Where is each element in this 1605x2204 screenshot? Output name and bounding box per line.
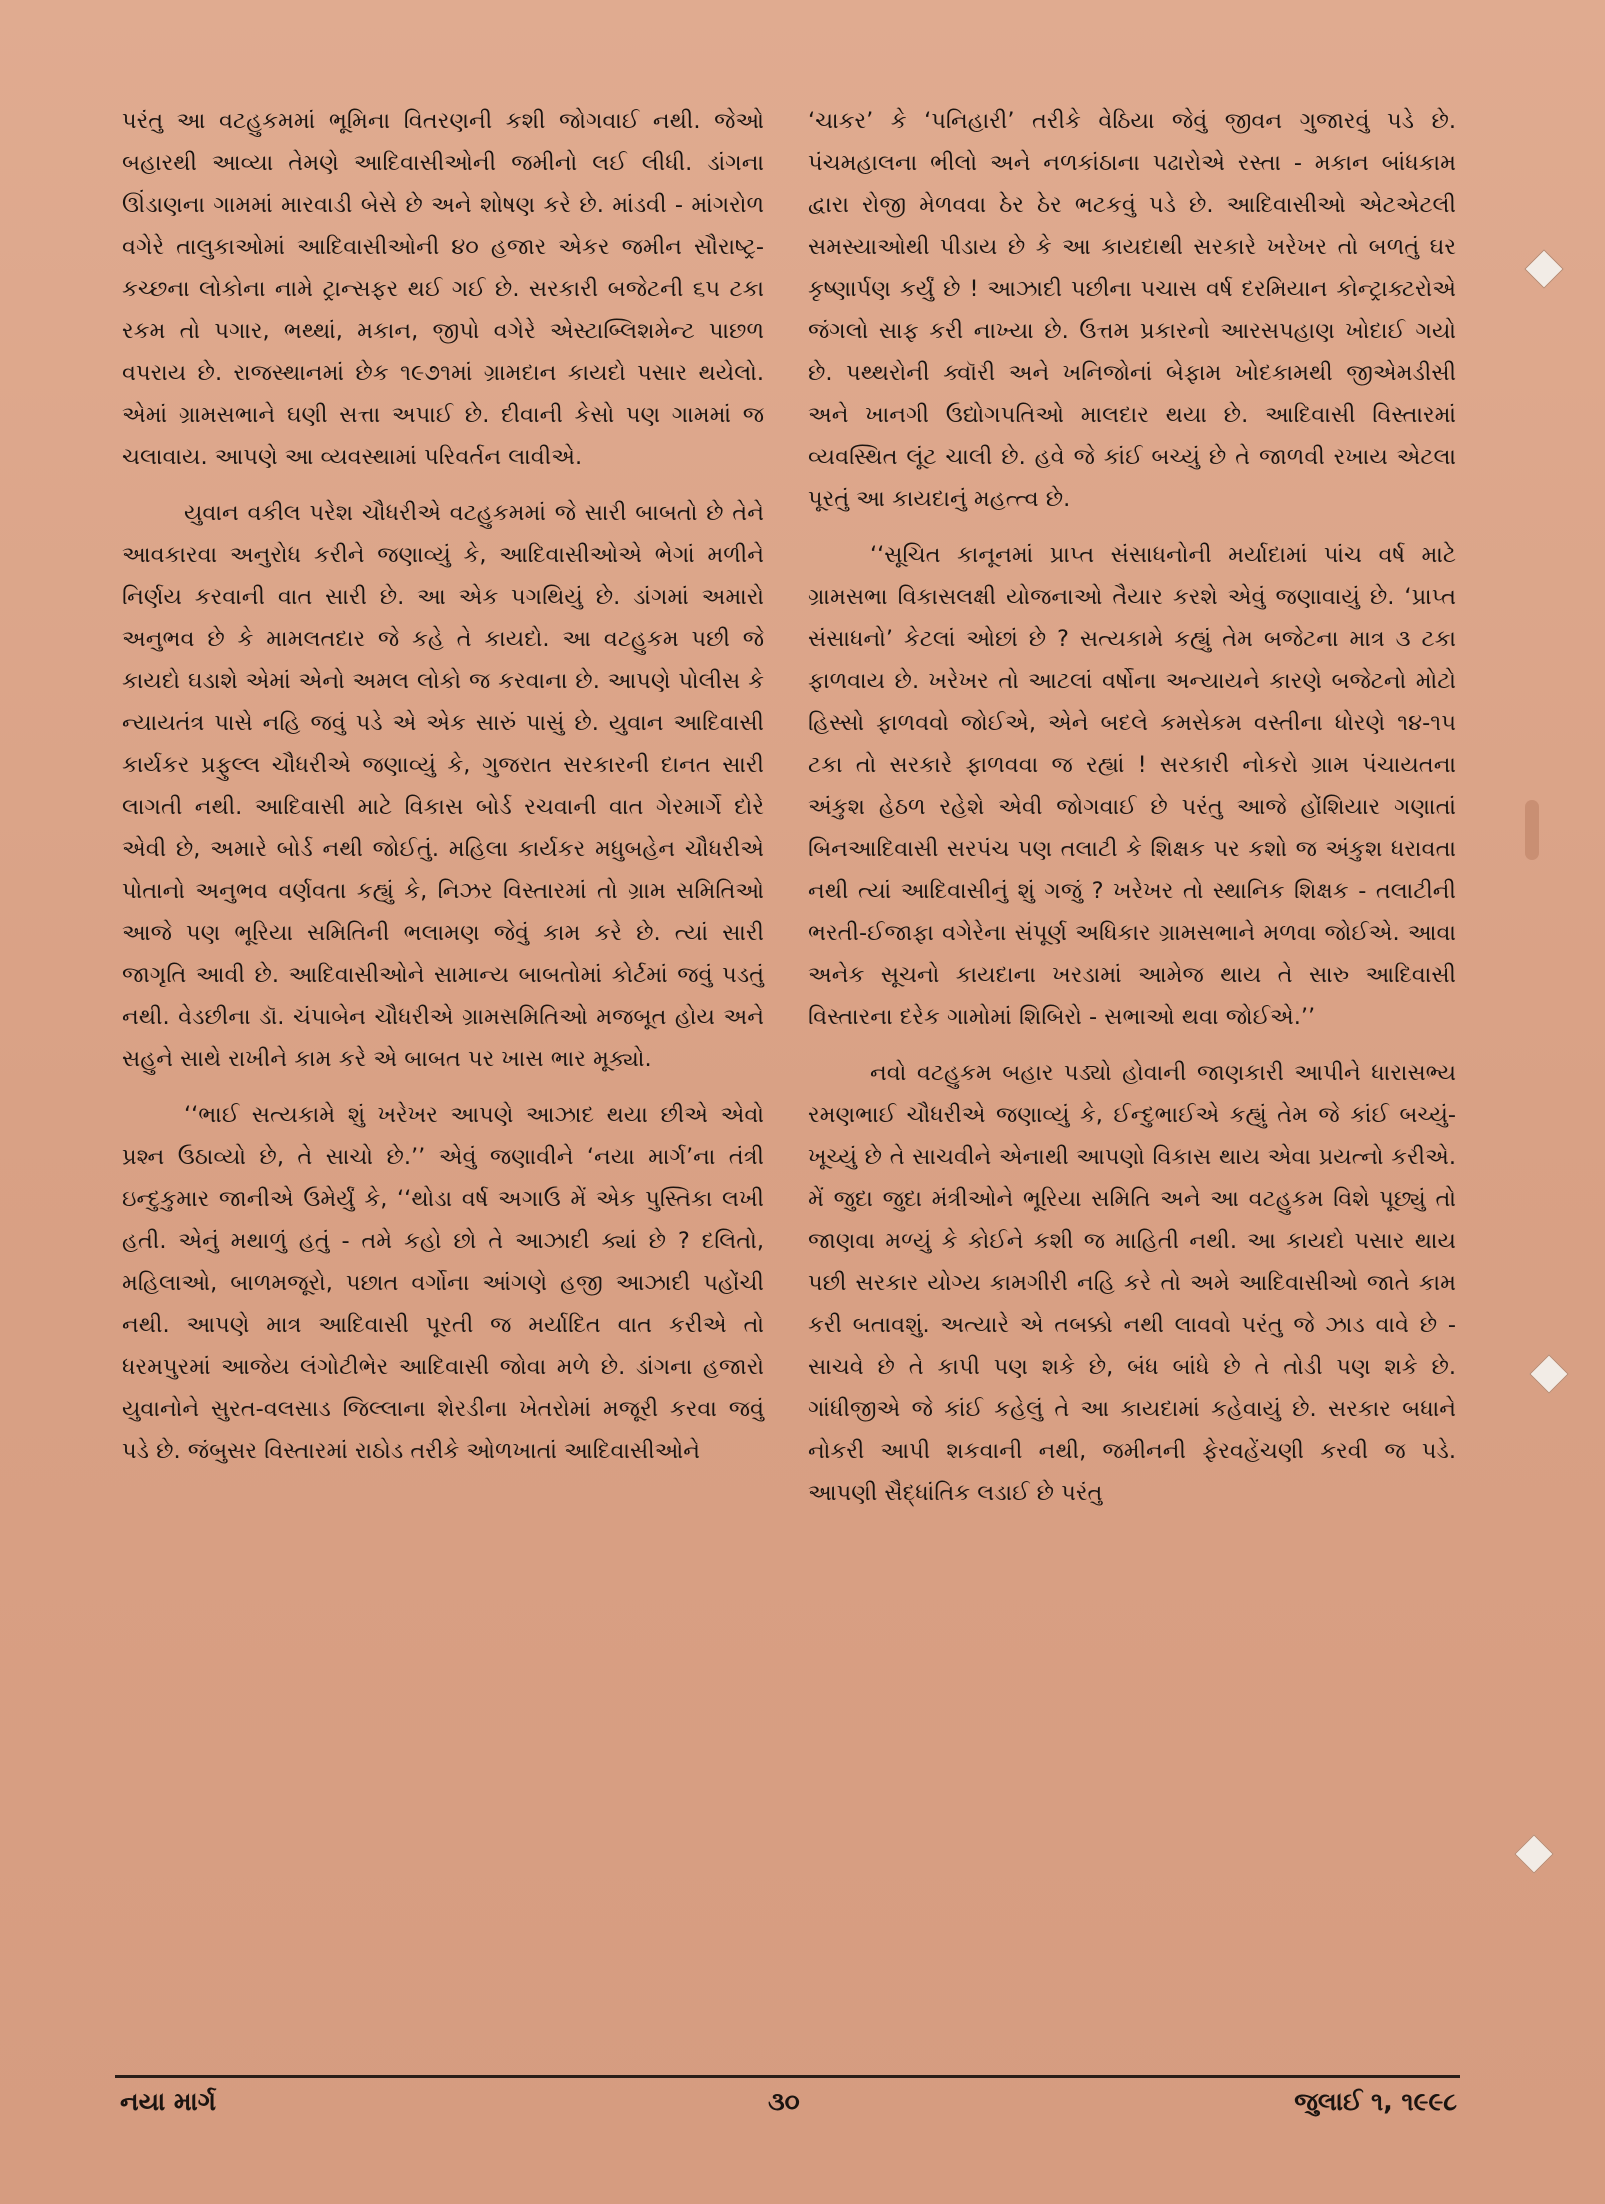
paper-tear-mark bbox=[1529, 1354, 1569, 1394]
paper-tear-mark bbox=[1514, 1834, 1554, 1874]
paragraph: નવો વટહુકમ બહાર પડ્યો હોવાની જાણકારી આપીને ધારાસભ્ય રમણભાઈ ચૌધરીએ જણાવ્યું કે, ઈન્દુભાઈએ કહ્યું તેમ જે કાંઈ બચ્યું-ખૂચ્યું છે તે સાચવીને એનાથી આપણો વિકાસ થાય એવા પ્રયત્નો કરીએ. મેં જુદા જુદા મંત્રીઓને ભૂરિયા સમિતિ અને આ વટહુકમ વિશે પૂછ્યું તો જાણવા મળ્યું કે કોઈને કશી જ માહિતી નથી. આ કાયદો પસાર થાય પછી સરકાર યોગ્ય કામગીરી નહિ કરે તો અમે આદિવાસીઓ જાતે કામ કરી બતાવશું. અત્યારે એ તબક્કો નથી લાવવો પરંતુ જે ઝાડ વાવે છે - સાચવે છે તે કાપી પણ શકે છે, બંધ બાંધે છે તે તોડી પણ શકે છે. ગાંધીજીએ જે કાંઈ કહેલું તે આ કાયદામાં કહેવાયું છે. સરકાર બધાને નોકરી આપી શકવાની નથી, જમીનની ફેરવહેંચણી કરવી જ પડે. આપણી સૈદ્ધાંતિક લડાઈ છે પરંતુ bbox=[808, 1060, 1456, 1506]
paper-edge-damage bbox=[1525, 800, 1539, 860]
page-number: ૩૦ bbox=[768, 2087, 800, 2116]
paragraph: પરંતુ આ વટહુકમમાં ભૂમિના વિતરણની કશી જોગવાઈ નથી. જેઓ બહારથી આવ્યા તેમણે આદિવાસીઓની જમીનો લઈ લીધી. ડાંગના ઊંડાણના ગામમાં મારવાડી બેસે છે અને શોષણ કરે છે. માંડવી - માંગરોળ વગેરે તાલુકાઓમાં આદિવાસીઓની ૪૦ હજાર એકર જમીન સૌરાષ્ટ્ર-કચ્છના લોકોના નામે ટ્રાન્સફર થઈ ગઈ છે. સરકારી બજેટની ૬૫ ટકા રકમ તો પગાર, ભથ્થાં, મકાન, જીપો વગેરે એસ્ટાબ્લિશમેન્ટ પાછળ વપરાય છે. રાજસ્થાનમાં છેક ૧૯૭૧માં ગ્રામદાન કાયદો પસાર થયેલો. એમાં ગ્રામસભાને ઘણી સત્તા અપાઈ છે. દીવાની કેસો પણ ગામમાં જ ચલાવાય. આપણે આ વ્યવસ્થામાં પરિવર્તન લાવીએ. bbox=[122, 108, 764, 470]
right-text-column bbox=[808, 100, 1456, 1528]
paragraph: યુવાન વકીલ પરેશ ચૌધરીએ વટહુકમમાં જે સારી બાબતો છે તેને આવકારવા અનુરોધ કરીને જણાવ્યું કે, આદિવાસીઓએ ભેગાં મળીને નિર્ણય કરવાની વાત સારી છે. આ એક પગથિયું છે. ડાંગમાં અમારો અનુભવ છે કે મામલતદાર જે કહે તે કાયદો. આ વટહુકમ પછી જે કાયદો ઘડાશે એમાં એનો અમલ લોકો જ કરવાના છે. આપણે પોલીસ કે ન્યાયતંત્ર પાસે નહિ જવું પડે એ એક સારું પાસું છે. યુવાન આદિવાસી કાર્યકર પ્રફુલ્લ ચૌધરીએ જણાવ્યું કે, ગુજરાત સરકારની દાનત સારી લાગતી નથી. આદિવાસી માટે વિકાસ બોર્ડ રચવાની વાત ગેરમાર્ગે દોરે એવી છે, અમારે બોર્ડ નથી જોઈતું. મહિલા કાર્યકર મધુબહેન ચૌધરીએ પોતાનો અનુભવ વર્ણવતા કહ્યું કે, નિઝર વિસ્તારમાં તો ગ્રામ સમિતિઓ આજે પણ ભૂરિયા સમિતિની ભલામણ જેવું કામ કરે છે. ત્યાં સારી જાગૃતિ આવી છે. આદિવાસીઓને સામાન્ય બાબતોમાં કોર્ટમાં જવું પડતું નથી. વેડછીના ડૉ. ચંપાબેન ચૌધરીએ ગ્રામસમિતિઓ મજબૂત હોય અને સહુને સાથે રાખીને કામ કરે એ બાબત પર ખાસ ભાર મૂક્યો. bbox=[122, 500, 764, 1072]
publication-name: નયા માર્ગ bbox=[120, 2087, 216, 2116]
footer-rule bbox=[115, 2075, 1460, 2078]
paper-tear-mark bbox=[1524, 249, 1564, 289]
left-text-column bbox=[122, 100, 764, 1486]
paragraph: ‘‘ભાઈ સત્યકામે શું ખરેખર આપણે આઝાદ થયા છીએ એવો પ્રશ્ન ઉઠાવ્યો છે, તે સાચો છે.’’ એવું જણાવીને ‘નયા માર્ગ’ના તંત્રી ઇન્દુકુમાર જાનીએ ઉમેર્યું કે, ‘‘થોડા વર્ષ અગાઉ મેં એક પુસ્તિકા લખી હતી. એનું મથાળું હતું - તમે કહો છો તે આઝાદી ક્યાં છે ? દલિતો, મહિલાઓ, બાળમજૂરો, પછાત વર્ગોના આંગણે હજી આઝાદી પહોંચી નથી. આપણે માત્ર આદિવાસી પૂરતી જ મર્યાદિત વાત કરીએ તો ધરમપુરમાં આજેય લંગોટીભેર આદિવાસી જોવા મળે છે. ડાંગના હજારો યુવાનોને સુરત-વલસાડ જિલ્લાના શેરડીના ખેતરોમાં મજૂરી કરવા જવું પડે છે. જંબુસર વિસ્તારમાં રાઠોડ તરીકે ઓળખાતાં આદિવાસીઓને bbox=[122, 1102, 764, 1464]
issue-date: જુલાઈ ૧, ૧૯૯૮ bbox=[1294, 2087, 1457, 2116]
paragraph: ‘ચાકર’ કે ‘પનિહારી’ તરીકે વેઠિયા જેવું જીવન ગુજારવું પડે છે. પંચમહાલના ભીલો અને નળકાંઠાના પઢારોએ રસ્તા - મકાન બાંધકામ દ્વારા રોજી મેળવવા ઠેર ઠેર ભટકવું પડે છે. આદિવાસીઓ એટએટલી સમસ્યાઓથી પીડાય છે કે આ કાયદાથી સરકારે ખરેખર તો બળતું ઘર કૃષ્ણાર્પણ કર્યું છે ! આઝાદી પછીના પચાસ વર્ષ દરમિયાન કોન્ટ્રાક્ટરોએ જંગલો સાફ કરી નાખ્યા છે. ઉત્તમ પ્રકારનો આરસપહાણ ખોદાઈ ગયો છે. પથ્થરોની ક્વૉરી અને ખનિજોનાં બેફામ ખોદકામથી જીએમડીસી અને ખાનગી ઉદ્યોગપતિઓ માલદાર થયા છે. આદિવાસી વિસ્તારમાં વ્યવસ્થિત લૂંટ ચાલી છે. હવે જે કાંઈ બચ્યું છે તે જાળવી રખાય એટલા પૂરતું આ કાયદાનું મહત્ત્વ છે. bbox=[808, 108, 1456, 512]
paragraph: ‘‘સૂચિત કાનૂનમાં પ્રાપ્ત સંસાધનોની મર્યાદામાં પાંચ વર્ષ માટે ગ્રામસભા વિકાસલક્ષી યોજનાઓ તૈયાર કરશે એવું જણાવાયું છે. ‘પ્રાપ્ત સંસાધનો’ કેટલાં ઓછાં છે ? સત્યકામે કહ્યું તેમ બજેટના માત્ર ૩ ટકા ફાળવાય છે. ખરેખર તો આટલાં વર્ષોના અન્યાયને કારણે બજેટનો મોટો હિસ્સો ફાળવવો જોઈએ, એને બદલે કમસેકમ વસ્તીના ધોરણે ૧૪-૧૫ ટકા તો સરકારે ફાળવવા જ રહ્યાં ! સરકારી નોકરો ગ્રામ પંચાયતના અંકુશ હેઠળ રહેશે એવી જોગવાઈ છે પરંતુ આજે હોંશિયાર ગણાતાં બિનઆદિવાસી સરપંચ પણ તલાટી કે શિક્ષક પર કશો જ અંકુશ ધરાવતા નથી ત્યાં આદિવાસીનું શું ગજું ? ખરેખર તો સ્થાનિક શિક્ષક - તલાટીની ભરતી-ઈજાફા વગેરેના સંપૂર્ણ અધિકાર ગ્રામસભાને મળવા જોઈએ. આવા અનેક સૂચનો કાયદાના ખરડામાં આમેજ થાય તે સારુ આદિવાસી વિસ્તારના દરેક ગામોમાં શિબિરો - સભાઓ થવા જોઈએ.’’ bbox=[808, 542, 1456, 1030]
